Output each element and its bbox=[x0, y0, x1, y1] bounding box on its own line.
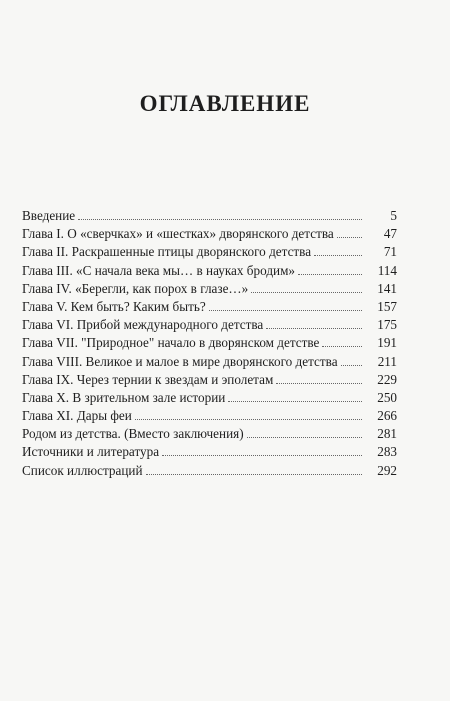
table-of-contents bbox=[22, 207, 397, 480]
dot-leader bbox=[337, 236, 362, 238]
toc-entry-page: 211 bbox=[377, 353, 397, 369]
toc-entry[interactable] bbox=[22, 207, 397, 225]
toc-entry[interactable] bbox=[22, 425, 397, 443]
toc-entry[interactable] bbox=[22, 353, 397, 371]
toc-entry-label: Глава IX. Через тернии к звездам и эполетам bbox=[22, 371, 274, 387]
toc-entry-label: Глава IV. «Берегли, как порох в глазе…» bbox=[22, 280, 249, 296]
toc-entry-label: Глава VII. "Природное" начало в дворянском детстве bbox=[22, 335, 320, 351]
toc-entry-page: 114 bbox=[377, 262, 397, 278]
dot-leader bbox=[247, 436, 362, 438]
dot-leader bbox=[298, 273, 362, 275]
toc-entry[interactable] bbox=[22, 262, 397, 280]
toc-entry-page: 283 bbox=[377, 444, 397, 460]
dot-leader bbox=[322, 345, 362, 347]
toc-entry[interactable] bbox=[22, 298, 397, 316]
page-title: ОГЛАВЛЕНИЕ bbox=[139, 91, 311, 116]
dot-leader bbox=[146, 473, 362, 475]
dot-leader bbox=[135, 418, 362, 420]
toc-entry-label: Глава X. В зрительном зале истории bbox=[22, 389, 226, 405]
toc-entry-page: 229 bbox=[377, 371, 397, 387]
toc-entry-page: 157 bbox=[377, 298, 397, 314]
toc-entry-page: 250 bbox=[377, 389, 397, 405]
toc-entry-page: 292 bbox=[377, 462, 397, 478]
toc-entry[interactable] bbox=[22, 407, 397, 425]
toc-entry[interactable] bbox=[22, 334, 397, 352]
toc-entry-page: 175 bbox=[377, 317, 397, 333]
toc-entry-label: Глава XI. Дары феи bbox=[22, 408, 132, 424]
dot-leader bbox=[251, 291, 362, 293]
dot-leader bbox=[341, 364, 362, 366]
toc-entry-label: Глава VI. Прибой международного детства bbox=[22, 317, 264, 333]
toc-entry-page: 191 bbox=[377, 335, 397, 351]
toc-entry-page: 281 bbox=[377, 426, 397, 442]
dot-leader bbox=[228, 400, 362, 402]
toc-entry-label: Глава I. О «сверчках» и «шестках» дворянского детства bbox=[22, 226, 334, 242]
toc-entry-page: 47 bbox=[383, 226, 397, 242]
toc-entry[interactable] bbox=[22, 389, 397, 407]
toc-entry-label: Список иллюстраций bbox=[22, 462, 143, 478]
toc-entry-label: Глава V. Кем быть? Каким быть? bbox=[22, 298, 206, 314]
toc-entry[interactable] bbox=[22, 243, 397, 261]
dot-leader bbox=[314, 254, 362, 256]
dot-leader bbox=[209, 309, 362, 311]
toc-entry-page: 5 bbox=[390, 208, 397, 223]
toc-entry[interactable] bbox=[22, 371, 397, 389]
toc-entry[interactable] bbox=[22, 443, 397, 461]
toc-entry-page: 266 bbox=[377, 408, 397, 424]
toc-entry-label: Источники и литература bbox=[22, 444, 160, 460]
toc-entry[interactable] bbox=[22, 280, 397, 298]
toc-entry[interactable] bbox=[22, 462, 397, 480]
toc-entry[interactable] bbox=[22, 225, 397, 243]
toc-entry-label: Глава III. «С начала века мы… в науках бродим» bbox=[22, 262, 296, 278]
dot-leader bbox=[266, 327, 362, 329]
toc-entry-page: 141 bbox=[377, 280, 397, 296]
toc-entry[interactable] bbox=[22, 316, 397, 334]
dot-leader bbox=[276, 382, 362, 384]
toc-entry-label: Введение bbox=[22, 208, 76, 223]
dot-leader bbox=[162, 454, 362, 456]
toc-entry-label: Родом из детства. (Вместо заключения) bbox=[22, 426, 244, 442]
toc-entry-page: 71 bbox=[383, 244, 397, 260]
toc-entry-label: Глава II. Раскрашенные птицы дворянского детства bbox=[22, 244, 312, 260]
dot-leader bbox=[78, 218, 362, 220]
toc-entry-label: Глава VIII. Великое и малое в мире дворянского детства bbox=[22, 353, 338, 369]
